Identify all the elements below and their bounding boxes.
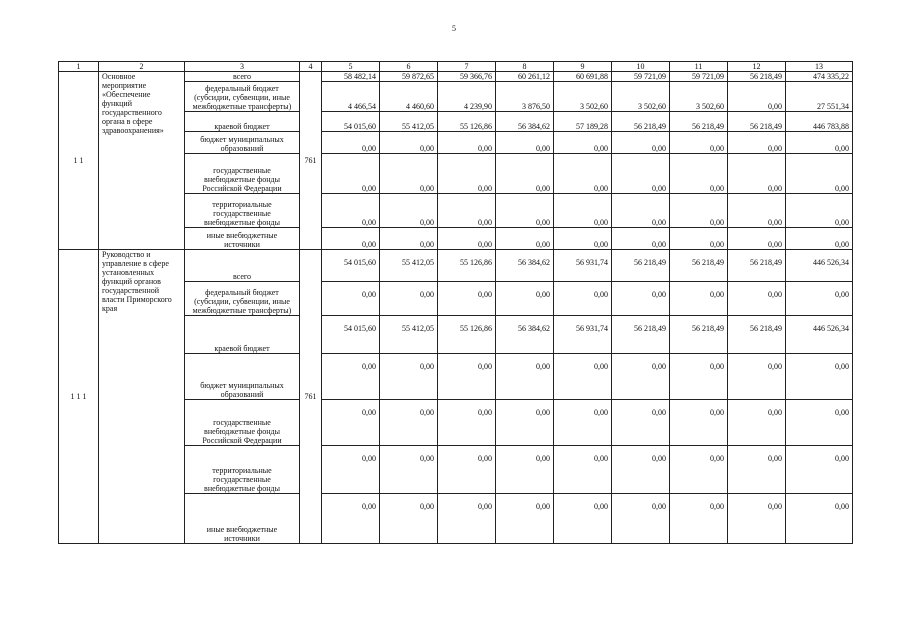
amount-cell: 0,00 bbox=[438, 446, 496, 494]
funding-source: краевой бюджет bbox=[185, 316, 300, 354]
amount-cell: 0,00 bbox=[496, 194, 554, 228]
amount-cell: 0,00 bbox=[322, 282, 380, 316]
column-header: 6 bbox=[380, 62, 438, 72]
budget-table bbox=[58, 61, 853, 544]
funding-source: краевой бюджет bbox=[185, 112, 300, 132]
amount-cell: 0,00 bbox=[728, 194, 786, 228]
amount-cell: 0,00 bbox=[612, 228, 670, 250]
amount-cell: 59 721,09 bbox=[612, 72, 670, 82]
amount-cell: 55 126,86 bbox=[438, 250, 496, 282]
amount-cell: 446 526,34 bbox=[786, 250, 853, 282]
amount-cell: 60 691,88 bbox=[554, 72, 612, 82]
amount-cell: 0,00 bbox=[612, 446, 670, 494]
amount-cell: 0,00 bbox=[380, 194, 438, 228]
amount-cell: 0,00 bbox=[554, 194, 612, 228]
amount-cell: 0,00 bbox=[322, 228, 380, 250]
funding-source: государственные внебюджетные фонды Российской Федерации bbox=[185, 154, 300, 194]
amount-cell: 0,00 bbox=[496, 494, 554, 544]
amount-cell: 0,00 bbox=[612, 494, 670, 544]
table-row bbox=[59, 72, 853, 82]
amount-cell: 0,00 bbox=[380, 282, 438, 316]
amount-cell: 0,00 bbox=[786, 228, 853, 250]
amount-cell: 56 218,49 bbox=[670, 316, 728, 354]
amount-cell: 0,00 bbox=[322, 132, 380, 154]
amount-cell: 56 218,49 bbox=[728, 112, 786, 132]
column-header: 3 bbox=[185, 62, 300, 72]
amount-cell: 0,00 bbox=[728, 228, 786, 250]
amount-cell: 0,00 bbox=[728, 154, 786, 194]
amount-cell: 0,00 bbox=[554, 132, 612, 154]
grbs-code: 761 bbox=[300, 72, 322, 250]
table-row bbox=[59, 250, 853, 282]
amount-cell: 0,00 bbox=[380, 228, 438, 250]
amount-cell: 0,00 bbox=[438, 194, 496, 228]
amount-cell: 56 384,62 bbox=[496, 250, 554, 282]
amount-cell: 0,00 bbox=[728, 132, 786, 154]
item-code: 1 1 1 bbox=[59, 250, 99, 544]
amount-cell: 0,00 bbox=[380, 132, 438, 154]
amount-cell: 0,00 bbox=[554, 494, 612, 544]
amount-cell: 56 384,62 bbox=[496, 316, 554, 354]
funding-source: бюджет муниципальных образований bbox=[185, 354, 300, 400]
funding-source: бюджет муниципальных образований bbox=[185, 132, 300, 154]
column-header: 9 bbox=[554, 62, 612, 72]
amount-cell: 0,00 bbox=[670, 354, 728, 400]
amount-cell: 0,00 bbox=[322, 154, 380, 194]
amount-cell: 3 502,60 bbox=[554, 82, 612, 112]
amount-cell: 59 872,65 bbox=[380, 72, 438, 82]
amount-cell: 55 412,05 bbox=[380, 112, 438, 132]
amount-cell: 4 466,54 bbox=[322, 82, 380, 112]
amount-cell: 0,00 bbox=[380, 494, 438, 544]
amount-cell: 0,00 bbox=[496, 282, 554, 316]
amount-cell: 0,00 bbox=[438, 132, 496, 154]
amount-cell: 0,00 bbox=[554, 446, 612, 494]
amount-cell: 56 218,49 bbox=[612, 250, 670, 282]
amount-cell: 0,00 bbox=[438, 494, 496, 544]
amount-cell: 56 218,49 bbox=[612, 316, 670, 354]
amount-cell: 0,00 bbox=[786, 446, 853, 494]
amount-cell: 55 126,86 bbox=[438, 112, 496, 132]
amount-cell: 56 931,74 bbox=[554, 316, 612, 354]
amount-cell: 0,00 bbox=[612, 400, 670, 446]
amount-cell: 0,00 bbox=[786, 132, 853, 154]
amount-cell: 0,00 bbox=[670, 282, 728, 316]
amount-cell: 0,00 bbox=[496, 132, 554, 154]
amount-cell: 0,00 bbox=[728, 400, 786, 446]
amount-cell: 0,00 bbox=[786, 282, 853, 316]
amount-cell: 0,00 bbox=[496, 354, 554, 400]
amount-cell: 56 931,74 bbox=[554, 250, 612, 282]
amount-cell: 0,00 bbox=[438, 228, 496, 250]
amount-cell: 0,00 bbox=[670, 132, 728, 154]
amount-cell: 0,00 bbox=[670, 228, 728, 250]
header-row bbox=[59, 62, 853, 72]
amount-cell: 0,00 bbox=[554, 354, 612, 400]
amount-cell: 57 189,28 bbox=[554, 112, 612, 132]
amount-cell: 56 218,49 bbox=[728, 250, 786, 282]
funding-source: иные внебюджетные источники bbox=[185, 228, 300, 250]
amount-cell: 59 721,09 bbox=[670, 72, 728, 82]
amount-cell: 55 412,05 bbox=[380, 250, 438, 282]
column-header: 8 bbox=[496, 62, 554, 72]
amount-cell: 55 412,05 bbox=[380, 316, 438, 354]
amount-cell: 0,00 bbox=[322, 354, 380, 400]
amount-cell: 0,00 bbox=[496, 400, 554, 446]
amount-cell: 0,00 bbox=[554, 400, 612, 446]
amount-cell: 0,00 bbox=[438, 354, 496, 400]
amount-cell: 59 366,76 bbox=[438, 72, 496, 82]
amount-cell: 0,00 bbox=[728, 494, 786, 544]
amount-cell: 0,00 bbox=[380, 400, 438, 446]
amount-cell: 0,00 bbox=[670, 154, 728, 194]
amount-cell: 0,00 bbox=[322, 446, 380, 494]
amount-cell: 0,00 bbox=[554, 228, 612, 250]
item-name: Основное мероприятие «Обеспечение функций государственного органа в сфере здравоохранения» bbox=[99, 72, 185, 250]
amount-cell: 446 526,34 bbox=[786, 316, 853, 354]
amount-cell: 0,00 bbox=[322, 194, 380, 228]
amount-cell: 0,00 bbox=[612, 132, 670, 154]
amount-cell: 0,00 bbox=[728, 282, 786, 316]
amount-cell: 56 218,49 bbox=[728, 72, 786, 82]
amount-cell: 27 551,34 bbox=[786, 82, 853, 112]
amount-cell: 56 384,62 bbox=[496, 112, 554, 132]
amount-cell: 0,00 bbox=[786, 154, 853, 194]
amount-cell: 474 335,22 bbox=[786, 72, 853, 82]
amount-cell: 4 460,60 bbox=[380, 82, 438, 112]
page-number: 5 bbox=[452, 24, 456, 33]
item-code: 1 1 bbox=[59, 72, 99, 250]
funding-source: иные внебюджетные источники bbox=[185, 494, 300, 544]
item-name: Руководство и управление в сфере установленных функций органов государственной власти Приморского края bbox=[99, 250, 185, 544]
amount-cell: 56 218,49 bbox=[612, 112, 670, 132]
amount-cell: 0,00 bbox=[786, 400, 853, 446]
amount-cell: 0,00 bbox=[380, 446, 438, 494]
funding-source: государственные внебюджетные фонды Российской Федерации bbox=[185, 400, 300, 446]
amount-cell: 0,00 bbox=[496, 446, 554, 494]
amount-cell: 0,00 bbox=[670, 194, 728, 228]
amount-cell: 0,00 bbox=[322, 494, 380, 544]
amount-cell: 0,00 bbox=[612, 194, 670, 228]
amount-cell: 0,00 bbox=[786, 354, 853, 400]
amount-cell: 3 502,60 bbox=[612, 82, 670, 112]
amount-cell: 0,00 bbox=[728, 82, 786, 112]
amount-cell: 0,00 bbox=[670, 446, 728, 494]
column-header: 5 bbox=[322, 62, 380, 72]
amount-cell: 58 482,14 bbox=[322, 72, 380, 82]
amount-cell: 0,00 bbox=[554, 154, 612, 194]
column-header: 4 bbox=[300, 62, 322, 72]
amount-cell: 3 876,50 bbox=[496, 82, 554, 112]
funding-source: территориальные государственные внебюджетные фонды bbox=[185, 194, 300, 228]
column-header: 12 bbox=[728, 62, 786, 72]
funding-source: всего bbox=[185, 72, 300, 82]
amount-cell: 0,00 bbox=[438, 282, 496, 316]
funding-source: территориальные государственные внебюджетные фонды bbox=[185, 446, 300, 494]
amount-cell: 0,00 bbox=[786, 494, 853, 544]
column-header: 1 bbox=[59, 62, 99, 72]
amount-cell: 0,00 bbox=[612, 154, 670, 194]
amount-cell: 0,00 bbox=[728, 354, 786, 400]
column-header: 10 bbox=[612, 62, 670, 72]
amount-cell: 54 015,60 bbox=[322, 250, 380, 282]
amount-cell: 4 239,90 bbox=[438, 82, 496, 112]
amount-cell: 0,00 bbox=[380, 154, 438, 194]
amount-cell: 0,00 bbox=[612, 354, 670, 400]
amount-cell: 0,00 bbox=[438, 154, 496, 194]
grbs-code: 761 bbox=[300, 250, 322, 544]
amount-cell: 56 218,49 bbox=[728, 316, 786, 354]
funding-source: федеральный бюджет (субсидии, субвенции, иные межбюджетные трансферты) bbox=[185, 282, 300, 316]
amount-cell: 0,00 bbox=[438, 400, 496, 446]
amount-cell: 0,00 bbox=[380, 354, 438, 400]
amount-cell: 0,00 bbox=[612, 282, 670, 316]
funding-source: федеральный бюджет (субсидии, субвенции, иные межбюджетные трансферты) bbox=[185, 82, 300, 112]
amount-cell: 0,00 bbox=[670, 400, 728, 446]
column-header: 13 bbox=[786, 62, 853, 72]
amount-cell: 0,00 bbox=[670, 494, 728, 544]
column-header: 2 bbox=[99, 62, 185, 72]
amount-cell: 54 015,60 bbox=[322, 112, 380, 132]
amount-cell: 0,00 bbox=[322, 400, 380, 446]
amount-cell: 446 783,88 bbox=[786, 112, 853, 132]
amount-cell: 0,00 bbox=[786, 194, 853, 228]
amount-cell: 54 015,60 bbox=[322, 316, 380, 354]
amount-cell: 60 261,12 bbox=[496, 72, 554, 82]
amount-cell: 56 218,49 bbox=[670, 250, 728, 282]
amount-cell: 0,00 bbox=[554, 282, 612, 316]
column-header: 7 bbox=[438, 62, 496, 72]
amount-cell: 0,00 bbox=[496, 228, 554, 250]
funding-source: всего bbox=[185, 250, 300, 282]
amount-cell: 56 218,49 bbox=[670, 112, 728, 132]
amount-cell: 55 126,86 bbox=[438, 316, 496, 354]
amount-cell: 0,00 bbox=[728, 446, 786, 494]
amount-cell: 0,00 bbox=[496, 154, 554, 194]
amount-cell: 3 502,60 bbox=[670, 82, 728, 112]
column-header: 11 bbox=[670, 62, 728, 72]
